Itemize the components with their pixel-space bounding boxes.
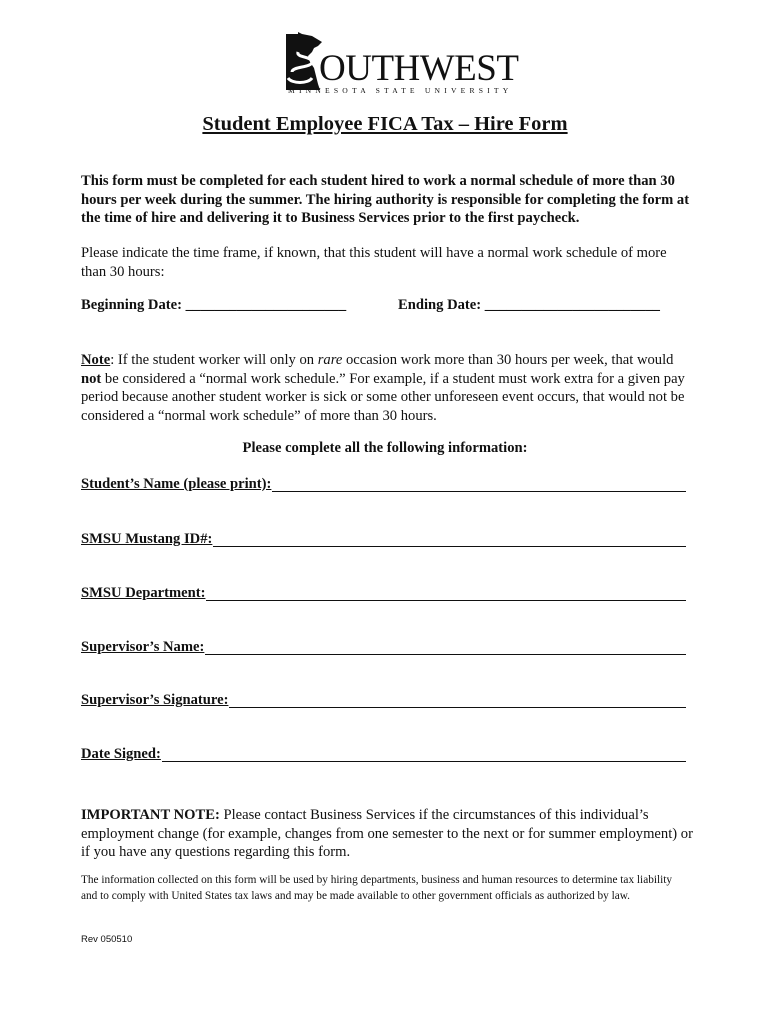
note-text-2: occasion work more than 30 hours per week, that would	[342, 352, 674, 368]
date-signed-field[interactable]	[81, 744, 686, 764]
note-paragraph	[81, 351, 693, 425]
mustang-id-field[interactable]	[81, 529, 686, 549]
note-rare: rare	[317, 352, 343, 368]
logo-wordmark: OUTHWEST	[319, 48, 519, 89]
student-name-label: Student’s Name (please print):	[81, 476, 272, 492]
date-signed-line[interactable]	[81, 761, 686, 762]
ending-date-blank[interactable]: ________________________	[484, 297, 660, 313]
supervisor-name-field[interactable]	[81, 637, 686, 657]
note-text-1: : If the student worker will only on	[110, 352, 318, 368]
important-note-paragraph	[81, 806, 693, 862]
department-field[interactable]	[81, 583, 686, 603]
note-not: not	[81, 370, 102, 387]
complete-heading: Please complete all the following information:	[242, 440, 528, 456]
note-label: Note	[81, 352, 111, 368]
important-note-text: Please contact Business Services if the circumstances of this individual’s employment change (for example, changes from one semester to the next or for summer employment) or if you have any questions regarding this form.	[81, 807, 693, 861]
ending-date-row	[398, 297, 660, 314]
mustang-id-label: SMSU Mustang ID#:	[81, 531, 213, 547]
intro-paragraph: This form must be completed for each student hired to work a normal schedule of more than 30 hours per week during the summer. The hiring authority is responsible for completing the form at the time of hire and delivering it to Business Services prior to the first paycheck.	[81, 173, 690, 227]
timeframe-instructions: Please indicate the time frame, if known, that this student will have a normal work schedule of more than 30 hours:	[81, 245, 667, 280]
beginning-date-label: Beginning Date:	[81, 297, 182, 313]
student-name-field[interactable]	[81, 474, 686, 494]
note-text-3: be considered a “normal work schedule.” For example, if a student must work extra for a given pay period because another student worker is sick or some other unforeseen event occurs, that would not be considered a “normal work schedule” of more than 30 hours.	[81, 370, 685, 424]
department-label: SMSU Department:	[81, 585, 206, 601]
form-title: Student Employee FICA Tax – Hire Form	[202, 113, 568, 135]
important-note-label: IMPORTANT NOTE:	[81, 807, 220, 823]
beginning-date-blank[interactable]: ______________________	[185, 297, 347, 313]
logo-subline: MINNESOTA STATE UNIVERSITY	[288, 86, 513, 95]
supervisor-name-label: Supervisor’s Name:	[81, 639, 205, 655]
revision-code: Rev 050510	[81, 934, 133, 945]
date-signed-label: Date Signed:	[81, 746, 161, 762]
supervisor-signature-field[interactable]	[81, 690, 686, 710]
privacy-statement: The information collected on this form will be used by hiring departments, business and human resources to determine tax liability and to comply with United States tax laws and may be made available to other government officials as authorized by law.	[81, 874, 673, 902]
beginning-date-row	[81, 297, 346, 314]
university-logo	[282, 32, 519, 98]
supervisor-signature-label: Supervisor’s Signature:	[81, 692, 229, 708]
ending-date-label: Ending Date:	[398, 297, 482, 313]
